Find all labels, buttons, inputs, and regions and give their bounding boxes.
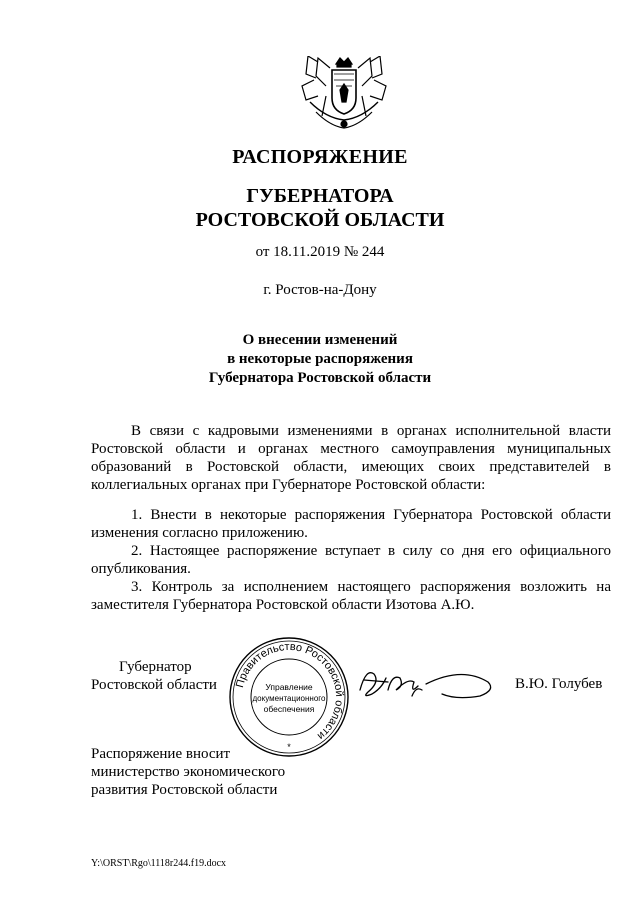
issuer-line-1: ГУБЕРНАТОРА (246, 185, 394, 207)
handwritten-signature (352, 660, 502, 708)
order-item-1: 1. Внести в некоторые распоряжения Губернатора Ростовской области изменения согласно приложению. (91, 507, 611, 541)
issuer-line-2: РОСТОВСКОЙ ОБЛАСТИ (195, 209, 445, 231)
introducer-line-3: развития Ростовской области (91, 782, 278, 798)
stamp-ring-text: Правительство Ростовской области (233, 640, 346, 742)
introducer-line-1: Распоряжение вносит (91, 746, 231, 762)
document-city: г. Ростов-на-Дону (263, 282, 377, 298)
document-subject (0, 331, 640, 388)
subject-line-2: в некоторые распоряжения (227, 351, 413, 367)
preamble (91, 422, 611, 494)
subject-line-3: Губернатора Ростовской области (208, 370, 432, 386)
issuer-name (0, 184, 640, 232)
order-item-3: 3. Контроль за исполнением настоящего распоряжения возложить на заместителя Губернатора Ростовской области Изотова А.Ю. (91, 579, 611, 613)
stamp-inner-line-3: обеспечения (263, 704, 315, 714)
signer-position (91, 658, 217, 694)
preamble-text: В связи с кадровыми изменениями в органах исполнительной власти Ростовской области и органах местного самоуправления муниципальных образований в Ростовской области, имеющих своих представителей в коллегиальных органах при Губернаторе Ростовской области: (91, 423, 611, 493)
order-item-2: 2. Настоящее распоряжение вступает в силу со дня его официального опубликования. (91, 543, 611, 577)
signer-position-line-2: Ростовской области (91, 677, 217, 693)
introducer-line-2: министерство экономического (91, 764, 286, 780)
stamp-star: * (287, 742, 291, 752)
introducer-note (91, 745, 285, 799)
stamp-inner-line-2: документационного (252, 694, 326, 703)
signer-name: В.Ю. Голубев (515, 676, 603, 692)
subject-line-1: О внесении изменений (242, 332, 398, 348)
signer-position-line-1: Губернатор (119, 659, 192, 675)
stamp-inner-line-1: Управление (265, 682, 313, 692)
file-path-footer: Y:\ORST\Rgo\1118r244.f19.docx (91, 858, 227, 869)
document-date: от 18.11.2019 № 244 (255, 244, 385, 260)
document-title: РАСПОРЯЖЕНИЕ (232, 146, 408, 168)
official-stamp (228, 636, 350, 758)
coat-of-arms-icon (296, 56, 392, 134)
order-items (91, 506, 611, 614)
